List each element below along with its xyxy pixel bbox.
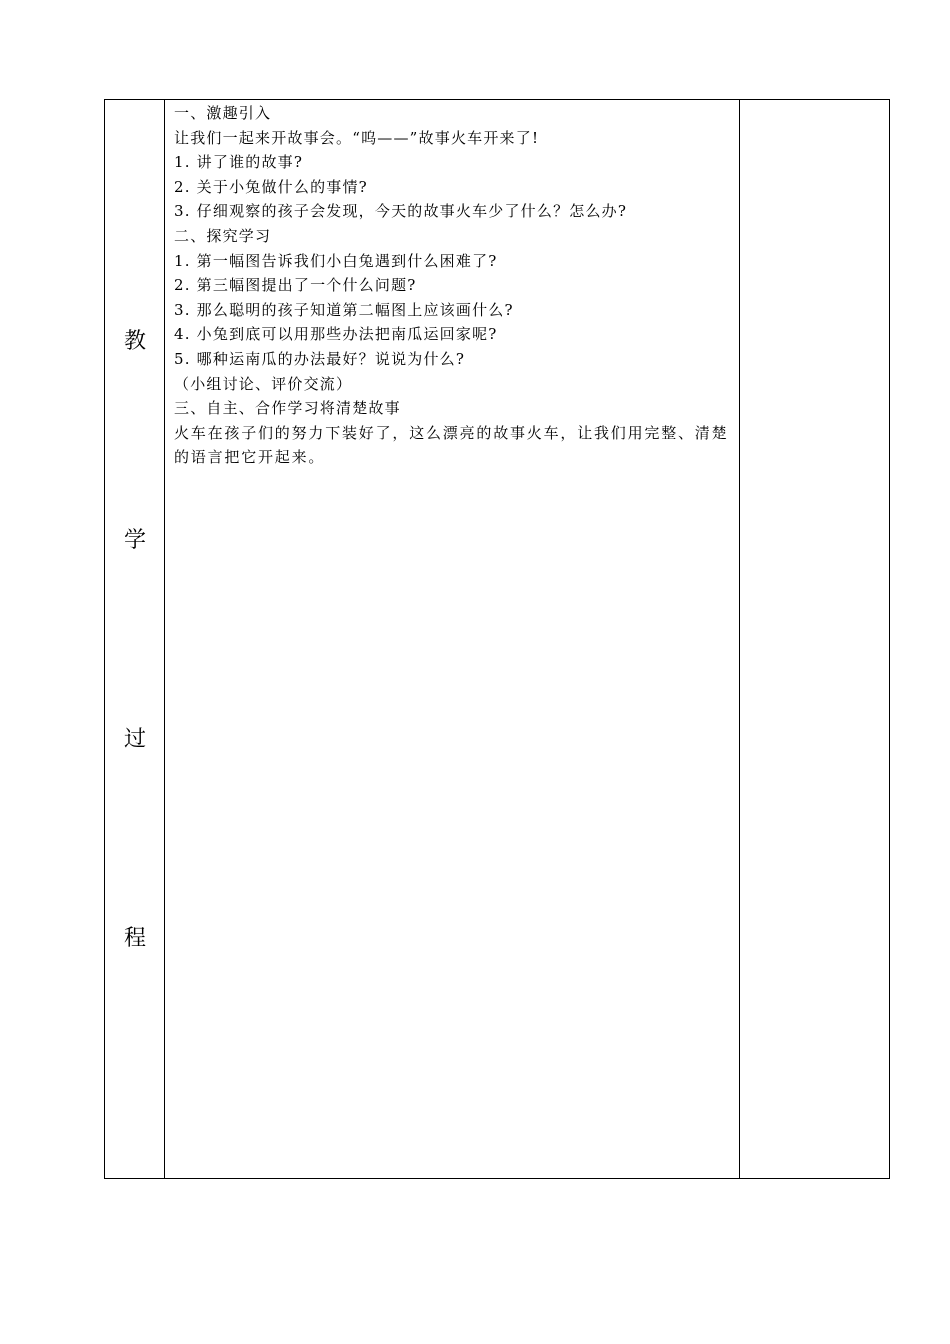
content-line: （小组讨论、评价交流）	[174, 374, 353, 393]
teaching-content-column	[165, 100, 740, 1178]
content-line: 1. 讲了谁的故事?	[174, 153, 304, 172]
section-label-column	[105, 100, 165, 1178]
content-line: 1. 第一幅图告诉我们小白兔遇到什么困难了?	[174, 251, 498, 270]
content-line: 一、激趣引入	[174, 104, 272, 122]
content-line: 三、自主、合作学习将清楚故事	[174, 399, 401, 418]
section-label-char: 教	[123, 329, 146, 354]
section-label-char: 学	[123, 528, 146, 553]
content-line: 3. 那么聪明的孩子知道第二幅图上应该画什么?	[174, 300, 514, 319]
content-line: 4. 小兔到底可以用那些办法把南瓜运回家呢?	[174, 325, 498, 344]
section-label-char: 程	[123, 926, 146, 951]
content-line: 2. 关于小兔做什么的事情?	[174, 177, 368, 196]
section-label-char: 过	[123, 727, 146, 752]
content-line: 5. 哪种运南瓜的办法最好？说说为什么?	[174, 349, 466, 368]
lesson-plan-table	[104, 99, 890, 1179]
content-paragraph: 火车在孩子们的努力下装好了，这么漂亮的故事火车，让我们用完整、清楚的语言把它开起来。	[174, 423, 729, 467]
notes-column	[740, 100, 889, 1178]
content-line: 让我们一起来开故事会。“呜——”故事火车开来了!	[174, 128, 540, 147]
content-line: 二、探究学习	[174, 226, 272, 245]
content-line: 2. 第三幅图提出了一个什么问题?	[174, 276, 417, 295]
content-line: 3. 仔细观察的孩子会发现，今天的故事火车少了什么？怎么办?	[174, 202, 628, 221]
